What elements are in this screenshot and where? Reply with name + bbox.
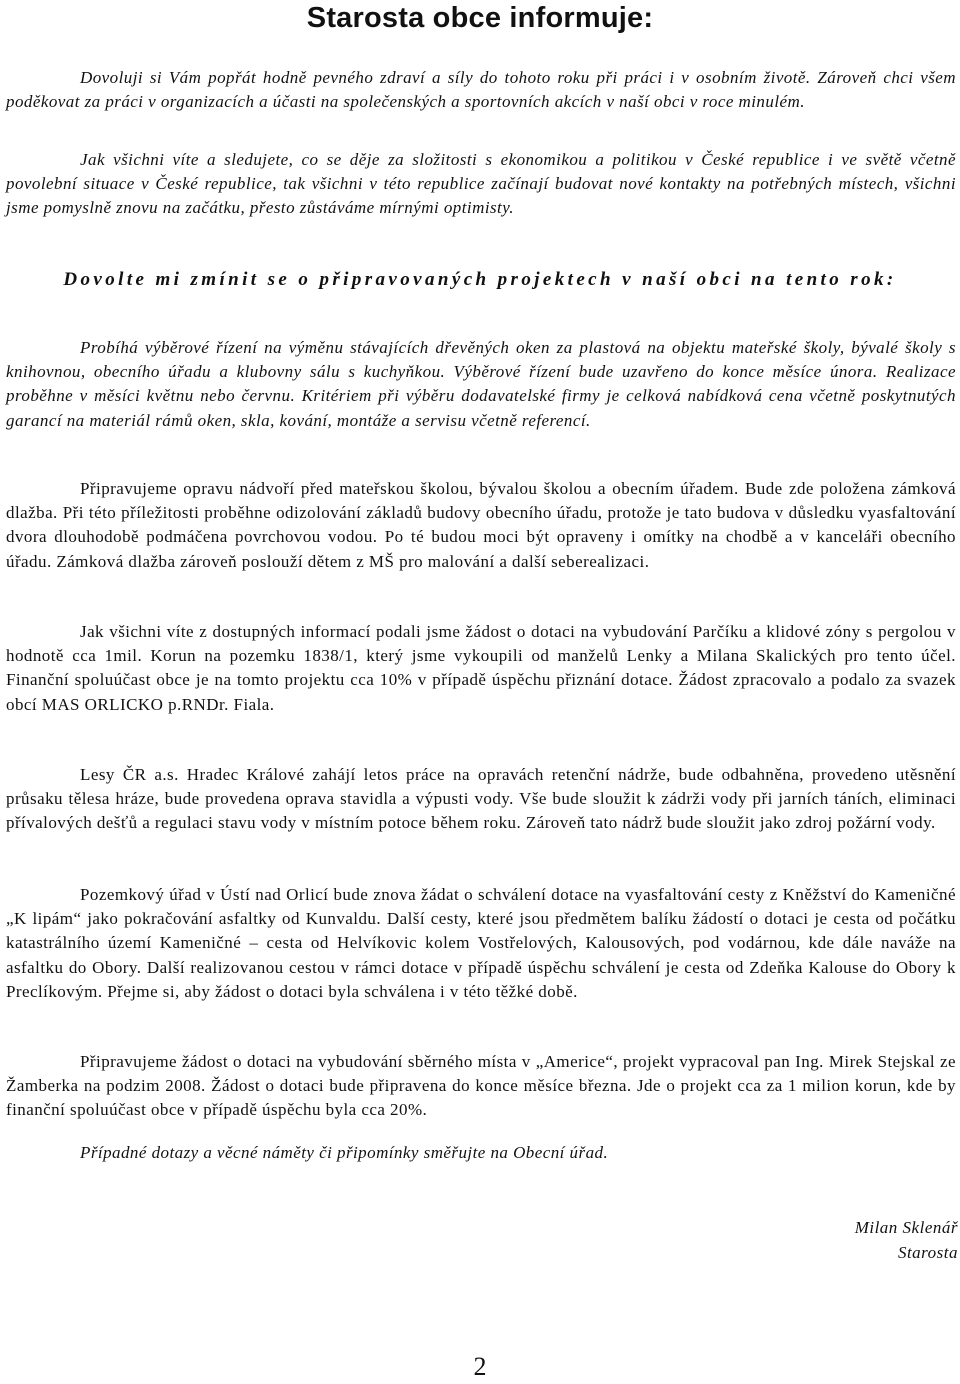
project-paragraph-roads bbox=[6, 883, 956, 1004]
signature-role: Starosta bbox=[897, 1243, 958, 1262]
project-paragraph-windows-text: Probíhá výběrové řízení na výměnu stávajících dřevěných oken za plastová na objektu mateřské školy, bývalé školy s knihovnou, obecního úřadu a klubovny sálu s kuchyňkou. Výběrové řízení bude uzavřeno do konce měsíce února. Realizace proběhne v měsíci květnu nebo červnu. Kritériem při výběru dodavatelské firmy je celková nabídková cena včetně poskytnutých garancí na materiál rámů oken, skla, kování, montáže a servisu včetně referencí. bbox=[6, 338, 956, 430]
project-paragraph-park-text: Jak všichni víte z dostupných informací podali jsme žádost o dotaci na vybudování Parčíku a klidové zóny s pergolou v hodnotě cca 1mil. Korun na pozemku 1838/1, který jsme vykoupili od manželů Lenky a Milana Skalických pro tento účel. Finanční spoluúčast obce je na tomto projektu cca 10% v případě úspěchu přiznání dotace. Žádost zpracovalo a podalo za svazek obcí MAS ORLICKO p.RNDr. Fiala. bbox=[6, 622, 956, 714]
intro-paragraph-2-text: Jak všichni víte a sledujete, co se děje za složitosti s ekonomikou a politikou v České republice i ve světě včetně povolební situace v České republice, tak všichni v této republice začínají budovat nové kontakty na potřebných místech, všichni jsme pomyslně znovu na začátku, přesto zůstáváme mírnými optimisty. bbox=[6, 150, 956, 218]
project-paragraph-reservoir-text: Lesy ČR a.s. Hradec Králové zahájí letos práce na opravách retenční nádrže, bude odbahněna, provedeno utěsnění průsaku tělesa hráze, bude provedena oprava stavidla a výpusti vody. Vše bude sloužit k zádrži vody při jarních táních, eliminaci přívalových dešťů a regulaci stavu vody v místním potoce během roku. Zároveň tato nádrž bude sloužit jako zdroj požární vody. bbox=[6, 765, 956, 833]
intro-paragraph-1-text: Dovoluji si Vám popřát hodně pevného zdraví a síly do tohoto roku při práci i v osobním životě. Zároveň chci všem poděkovat za práci v organizacích a účasti na společenských a sportovních akcích v naší obci v roce minulém. bbox=[6, 68, 956, 112]
project-paragraph-collection-point bbox=[6, 1050, 956, 1123]
project-paragraph-windows bbox=[6, 336, 956, 433]
intro-paragraph-1 bbox=[6, 66, 956, 114]
project-paragraph-collection-point-text: Připravujeme žádost o dotaci na vybudování sběrného místa v „Americe“, projekt vypracoval pan Ing. Mirek Stejskal ze Žamberka na podzim 2008. Žádost o dotaci bude připravena do konce měsíce března. Jde o projekt cca za 1 milion korun, kde by finanční spoluúčast obce v případě úspěchu byla cca 20%. bbox=[6, 1052, 956, 1120]
section-heading: Dovolte mi zmínit se o připravovaných projektech v naší obci na tento rok: bbox=[63, 269, 897, 290]
project-paragraph-park bbox=[6, 620, 956, 717]
closing-paragraph bbox=[6, 1141, 956, 1165]
page-number: 2 bbox=[473, 1352, 487, 1381]
closing-paragraph-text: Případné dotazy a věcné náměty či připomínky směřujte na Obecní úřad. bbox=[80, 1143, 609, 1162]
intro-paragraph-2 bbox=[6, 148, 956, 221]
signature-name: Milan Sklenář bbox=[854, 1218, 958, 1237]
project-paragraph-roads-text: Pozemkový úřad v Ústí nad Orlicí bude znova žádat o schválení dotace na vyasfaltování cesty z Kněžství do Kameničné „K lipám“ jako pokračování asfaltky od Kunvaldu. Další cesty, které jsou předmětem balíku žádostí o dotaci je cesta od počátku katastrálního území Kameničné – cesta od Helvíkovic kolem Vostřelových, Kalousových, pod vodárnou, kde dále naváže na asfaltku do Obory. Další realizovanou cestou v rámci dotace v případě úspěchu schválení je cesta od Zdeňka Kalouse do Obory k Preclíkovým. Přejme si, aby žádost o dotaci byla schválena i v této těžké době. bbox=[6, 885, 956, 1001]
page-title: Starosta obce informuje: bbox=[306, 2, 654, 34]
project-paragraph-courtyard-text: Připravujeme opravu nádvoří před mateřskou školou, bývalou školou a obecním úřadem. Bude zde položena zámková dlažba. Při této příležitosti proběhne odizolování základů budovy obecního úřadu, protože je tato budova v důsledku vyasfaltování dvora dlouhodobě podmáčena povrchovou vodou. Po té budou moci být opraveny i omítky na chodbě a v kanceláři obecního úřadu. Zámková dlažba zároveň poslouží dětem z MŠ pro malování a další seberealizaci. bbox=[6, 479, 956, 571]
project-paragraph-reservoir bbox=[6, 763, 956, 836]
project-paragraph-courtyard bbox=[6, 477, 956, 574]
